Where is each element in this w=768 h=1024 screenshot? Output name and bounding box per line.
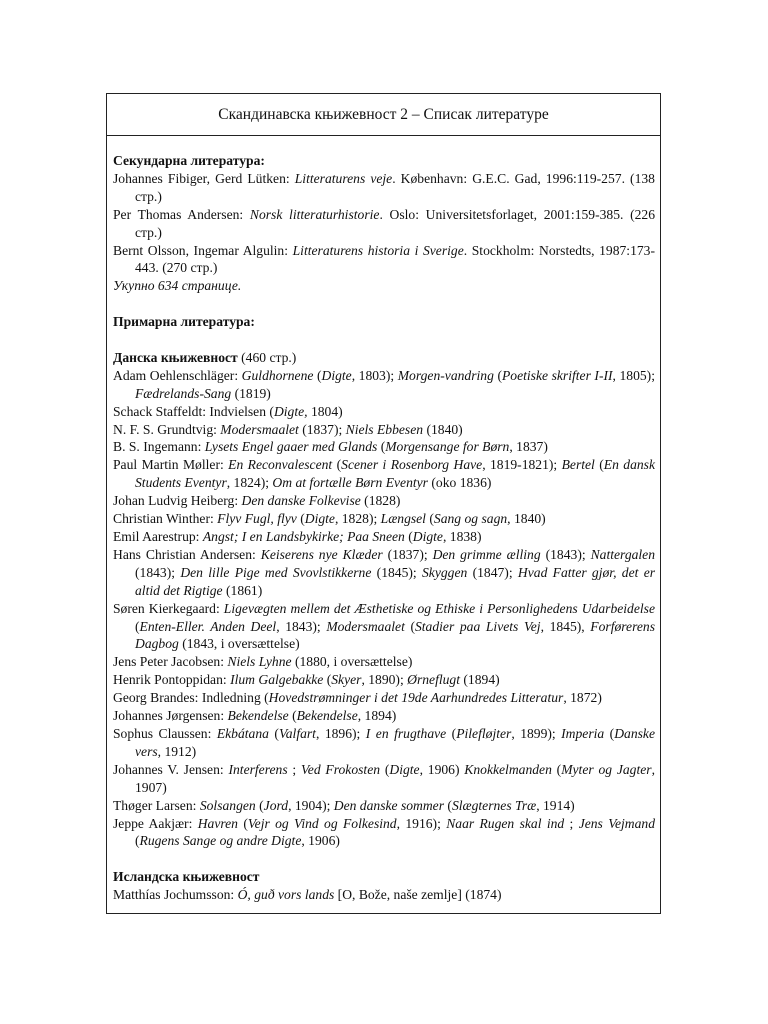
entry-text: ; [287,761,301,777]
entry-title-italic: Hovedstrømninger i det 19de Aarhundredes Litteratur [268,690,564,706]
entry-text: ( [135,833,140,849]
entry-title-italic: En dansk Students Eventyr [135,457,655,491]
spacer [113,331,655,349]
secondary-total: Укупно 634 странице. [113,278,242,294]
entry-title-italic: I en frugthave [365,725,447,741]
entry-title-italic: Niels Ebbesen [345,421,424,437]
entry-text: . Oslo: Universitetsforlaget, 2001:159-385. (226 стр.) [135,206,656,240]
entry-text: Schack Staffeldt: Indvielsen ( [113,403,274,419]
entry-title-italic: Litteraturens historia i Sverige [292,242,464,258]
entry-text: Henrik Pontoppidan: [113,672,231,688]
bibliography-entry [113,689,655,707]
bibliography-entry [113,761,655,797]
entry-text: [O, Bože, naše zemlje] (1874) [334,887,502,903]
entry-title-italic: Naar Rugen skal ind [446,815,565,831]
entry-text: , 1896); [315,725,366,741]
danish-heading: Данска књижевност [113,349,238,365]
entry-text: Johannes Fibiger, Gerd Lütken: [113,170,295,186]
spacer [113,850,655,868]
entry-text: ( [446,725,457,741]
entry-title-italic: Den danske sommer [333,797,445,813]
entry-title-italic: Nattergalen [590,546,656,562]
entry-text: ( [332,457,342,473]
entry-title-italic: Skyggen [422,564,468,580]
entry-text: ; [564,815,579,831]
entry-text: ( [377,439,386,455]
entry-title-italic: Skyer [331,672,362,688]
bibliography-entry [113,510,655,528]
entry-title-italic: Stadier paa Livets Vej [414,618,541,634]
bibliography-entry [113,653,655,671]
document-table [106,93,661,914]
entry-title-italic: Ilum Galgebakke [230,672,324,688]
entry-text: B. S. Ingemann: [113,439,205,455]
entry-title-italic: Interferens [228,761,288,777]
entry-text: , 1872) [563,690,602,706]
entry-text: (1894) [460,672,500,688]
entry-text: (1861) [222,582,263,598]
bibliography-entry [113,528,655,546]
bibliography-entry [113,403,655,421]
entry-text: (1845); [371,564,422,580]
entry-text: ( [551,761,562,777]
entry-text: (1840) [423,421,463,437]
entry-text: Christian Winther: [113,511,218,527]
entry-text: , 1904); [288,797,334,813]
entry-title-italic: Slægternes Træ [451,797,537,813]
entry-text: Hans Christian Andersen: [113,546,261,562]
page-title: Скандинавска књижевност 2 – Списак литературе [218,105,549,123]
entry-title-italic: Længsel [380,511,426,527]
bibliography-entry [113,206,655,242]
entry-text: ( [594,457,604,473]
entry-text: Bernt Olsson, Ingemar Algulin: [113,242,293,258]
bibliography-entry [113,170,655,206]
entry-text: , 1916); [396,815,447,831]
entry-title-italic: Rugens Sange og andre Digte [139,833,302,849]
entry-title-italic: Forførerens Dagbog [135,618,655,652]
entry-text: ( [404,618,415,634]
entry-title-italic: En Reconvalescent [228,457,333,473]
entry-title-italic: Solsangen [199,797,256,813]
entry-text: Johannes Jørgensen: [113,708,228,724]
entry-text: ( [444,797,452,813]
entry-title-italic: Guldhornene [241,367,314,383]
entry-title-italic: Morgen-vandring [397,367,494,383]
entry-text: (1843, i oversættelse) [178,636,300,652]
entry-title-italic: Modersmaalet [326,618,405,634]
entry-text: Per Thomas Andersen: [113,206,250,222]
entry-title-italic: Litteraturens veje [294,170,393,186]
entry-text: , 1840) [507,511,546,527]
bibliography-entry [113,797,655,815]
entry-title-italic: Ved Frokosten [301,761,381,777]
entry-text: ( [493,367,502,383]
bibliography-entry [113,242,655,278]
icelandic-heading: Исландска књижевност [113,869,260,885]
entry-text: ( [380,761,390,777]
entry-title-italic: Havren [197,815,238,831]
entry-text: ( [288,708,297,724]
entry-title-italic: Digte [321,367,352,383]
entry-text: (1828) [360,493,401,509]
bibliography-entry [113,707,655,725]
danish-pages: (460 стр.) [237,349,297,365]
entry-title-italic: Bekendelse [227,708,289,724]
entry-title-italic: Hvad Fatter gjør, det er altid det Rigtige [135,564,656,598]
danish-heading-line [113,349,655,367]
entry-text: ( [323,672,332,688]
entry-text: , 1894) [357,708,397,724]
bibliography-entry [113,546,655,600]
bibliography-entry [113,367,655,403]
entry-text: , 1907) [135,761,655,795]
entry-title-italic: Ó, guð vors lands [237,887,335,903]
entry-title-italic: Lysets Engel gaaer med Glands [204,439,378,455]
entry-title-italic: Niels Lyhne [227,654,292,670]
entry-title-italic: Fædrelands-Sang [135,385,232,401]
entry-text: , 1803); [351,367,398,383]
entry-text: Johannes V. Jensen: [113,761,229,777]
entry-title-italic: Angst; I en Landsbykirke; Paa Sneen [202,529,405,544]
entry-text: . Stockholm: Norstedts, 1987:173-443. (270 стр.) [135,242,655,276]
entry-text: Johan Ludvig Heiberg: [113,493,242,509]
entry-title-italic: Ligevægten mellem det Æsthetiske og Ethiske i Personlighedens Udarbeidelse [223,600,655,616]
entry-text: (1843); [540,546,591,562]
entry-text: Jeppe Aakjær: [113,815,198,831]
entry-title-italic: Myter og Jagter [561,761,652,777]
spacer [113,295,655,313]
entry-text: ( [135,618,140,634]
entry-text: , 1838) [442,529,482,544]
entry-title-italic: Valfart [278,725,316,741]
entry-title-italic: Bekendelse [296,708,358,724]
entry-title-italic: Den grimme ælling [432,546,541,562]
entry-text: (1843); [135,564,181,580]
secondary-entries [113,170,655,277]
entry-title-italic: Om at fortælle Børn Eventyr [272,475,428,491]
entry-title-italic: Pilefløjter [456,725,512,741]
bibliography-entry [113,456,655,492]
entry-title-italic: Digte [304,511,335,527]
entry-title-italic: Modersmaalet [220,421,299,437]
icelandic-entries [113,886,655,904]
entry-text: (1819) [231,385,271,401]
entry-text: , 1805); [612,367,655,383]
bibliography-entry [113,600,655,654]
entry-text: , 1824); [226,475,273,491]
entry-title-italic: Danske vers [135,725,655,759]
entry-text: , 1828); [334,511,381,527]
entry-text: ( [425,511,434,527]
entry-title-italic: Digte, [273,403,308,419]
entry-text: , 1837) [509,439,548,455]
entry-title-italic: Vejr og Vind og Folkesind [247,815,397,831]
entry-text: Georg Brandes: Indledning ( [113,690,269,706]
entry-title-italic: Ørneflugt [407,672,460,688]
entry-text: Adam Oehlenschläger: [113,367,242,383]
entry-title-italic: Bertel [561,457,595,473]
entry-text: (1837); [298,421,346,437]
entry-title-italic: Den lille Pige med Svovlstikkerne [180,564,372,580]
entry-title-italic: Poetiske skrifter I-II [501,367,613,383]
entry-text: Jens Peter Jacobsen: [113,654,228,670]
entry-text: , 1914) [536,797,575,813]
entry-text: ( [404,529,413,544]
entry-text: Sophus Claussen: [113,725,217,741]
entry-title-italic: Knokkelmanden [464,761,552,777]
entry-text: 1804) [307,403,343,419]
entry-text: , 1906) [419,761,465,777]
entry-text: Søren Kierkegaard: [113,600,224,616]
entry-text: (1837); [382,546,433,562]
entry-text: , 1819-1821); [482,457,562,473]
entry-title-italic: Den danske Folkevise [241,493,361,509]
entry-title-italic: Digte [412,529,443,544]
entry-title-italic: Keiserens nye Klæder [260,546,383,562]
entry-title-italic: Digte [389,761,420,777]
entry-text: . København: G.E.C. Gad, 1996:119-257. (138 стр.) [135,170,655,204]
entry-text: Matthías Jochumsson: [113,887,238,903]
entry-title-italic: Sang og sagn [433,511,508,527]
bibliography-entry [113,671,655,689]
bibliography-entry [113,886,655,904]
document-body [107,136,660,904]
secondary-heading: Секундарна литература: [113,153,265,168]
entry-title-italic: Jens Vejmand [578,815,656,831]
entry-text: ( [313,367,322,383]
title-row [107,94,660,136]
entry-text: , 1843); [276,618,327,634]
entry-text: ( [296,511,305,527]
entry-text: , 1906) [301,833,340,849]
entry-text: Emil Aarestrup: [113,529,203,544]
entry-text: ( [268,725,279,741]
entry-title-italic: Norsk litteraturhistorie [249,206,380,222]
entry-title-italic: Scener i Rosenborg Have [341,457,483,473]
bibliography-entry [113,815,655,851]
bibliography-entry [113,421,655,439]
entry-text: (oko 1836) [427,475,492,491]
entry-text: ( [255,797,264,813]
primary-heading: Примарна литература: [113,314,255,330]
entry-text: ( [604,725,615,741]
entry-title-italic: Flyv Fugl, flyv [217,511,297,527]
entry-title-italic: Jord [263,797,289,813]
entry-title-italic: Enten-Eller. Anden Deel [139,618,277,634]
entry-text: Paul Martin Møller: [113,457,229,473]
entry-text: , 1899); [511,725,562,741]
bibliography-entry [113,492,655,510]
entry-text: , 1890); [361,672,408,688]
entry-text: ( [237,815,248,831]
entry-title-italic: Imperia [561,725,605,741]
entry-title-italic: Ekbátana [216,725,269,741]
entry-text: Thøger Larsen: [113,797,200,813]
bibliography-entry [113,725,655,761]
entry-text: (1847); [467,564,518,580]
entry-text: N. F. S. Grundtvig: [113,421,221,437]
bibliography-entry [113,438,655,456]
entry-title-italic: Morgensange for Børn [385,439,510,455]
entry-text: (1880, i oversættelse) [291,654,413,670]
danish-entries [113,367,655,850]
entry-text: , 1845), [540,618,591,634]
entry-text: , 1912) [157,743,197,759]
